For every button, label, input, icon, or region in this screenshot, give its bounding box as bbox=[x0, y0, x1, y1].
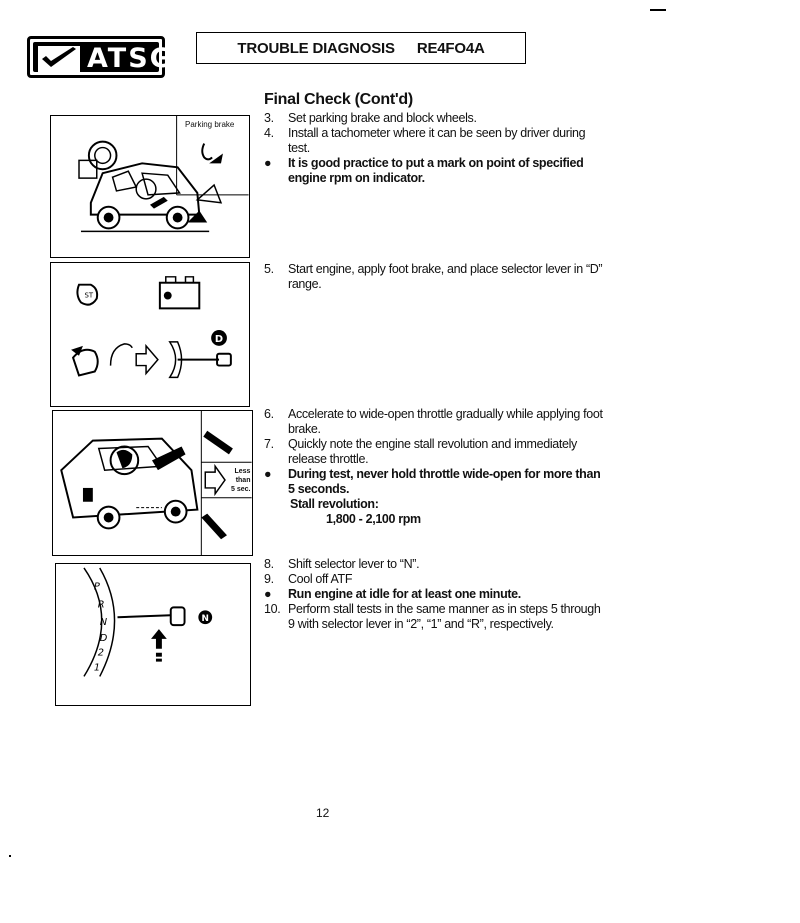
stall-revolution-label: Stall revolution: bbox=[290, 497, 379, 511]
step-5: 5. Start engine, apply foot brake, and place selector lever in “D” range. bbox=[264, 262, 603, 291]
d-badge: D bbox=[214, 333, 224, 345]
step-4: 4. Install a tachometer where it can be seen by driver during test. bbox=[264, 126, 586, 155]
figure-stall-test bbox=[52, 410, 253, 556]
check-emblem-icon bbox=[37, 45, 81, 73]
step-6: 6. Accelerate to wide-open throttle gradually while applying foot brake. bbox=[264, 407, 603, 436]
step-8: 8. Shift selector lever to “N”. bbox=[264, 557, 420, 571]
parking-brake-illustration bbox=[51, 116, 249, 257]
step-9: 9. Cool off ATF bbox=[264, 572, 353, 586]
figure-parking-brake bbox=[50, 115, 250, 258]
header-model: RE4FO4A bbox=[416, 39, 485, 57]
step-5-block bbox=[264, 262, 603, 292]
section-title: Final Check (Cont'd) bbox=[264, 91, 413, 108]
gear-r: R bbox=[97, 599, 105, 611]
page-number: 12 bbox=[316, 806, 330, 820]
note-idle: ● Run engine at idle for at least one minute. bbox=[264, 587, 521, 601]
header-title: TROUBLE DIAGNOSIS bbox=[237, 39, 395, 57]
steps-8-10 bbox=[264, 557, 603, 632]
step-10: 10. Perform stall tests in the same manner as in steps 5 through 9 with selector lever in “2”, “1” and “R”, respectively. bbox=[264, 602, 601, 631]
parking-brake-label: Parking brake bbox=[185, 120, 235, 129]
gear-1: 1 bbox=[93, 662, 101, 674]
steps-3-4 bbox=[264, 111, 603, 186]
scan-speck bbox=[9, 855, 11, 857]
st-label: ST bbox=[84, 291, 94, 300]
atsg-logo bbox=[27, 36, 174, 78]
figure-start-engine bbox=[50, 262, 250, 407]
page-header bbox=[196, 32, 526, 64]
gear-p: P bbox=[93, 581, 100, 593]
note-never-hold: ● During test, never hold throttle wide-open for more than 5 seconds. bbox=[264, 467, 601, 496]
step-3: 3. Set parking brake and block wheels. bbox=[264, 111, 477, 125]
stall-test-illustration bbox=[53, 411, 252, 555]
top-dash-mark bbox=[650, 9, 666, 11]
gear-n: N bbox=[99, 617, 108, 629]
note-good-practice: ● It is good practice to put a mark on point of specified engine rpm on indicator. bbox=[264, 156, 584, 185]
logo-text: ATSG bbox=[87, 43, 174, 74]
steps-6-7 bbox=[264, 407, 603, 527]
shift-neutral-illustration bbox=[56, 564, 250, 705]
start-engine-illustration bbox=[51, 263, 249, 406]
figure-shift-neutral bbox=[55, 563, 251, 706]
n-badge: N bbox=[201, 614, 209, 625]
step-7: 7. Quickly note the engine stall revolution and immediately release throttle. bbox=[264, 437, 577, 466]
gear-d: D bbox=[99, 632, 108, 644]
stall-revolution-value: 1,800 - 2,100 rpm bbox=[326, 512, 421, 526]
less-than-5-sec-note: Less than 5 sec. bbox=[231, 468, 251, 493]
gear-2: 2 bbox=[97, 647, 105, 659]
